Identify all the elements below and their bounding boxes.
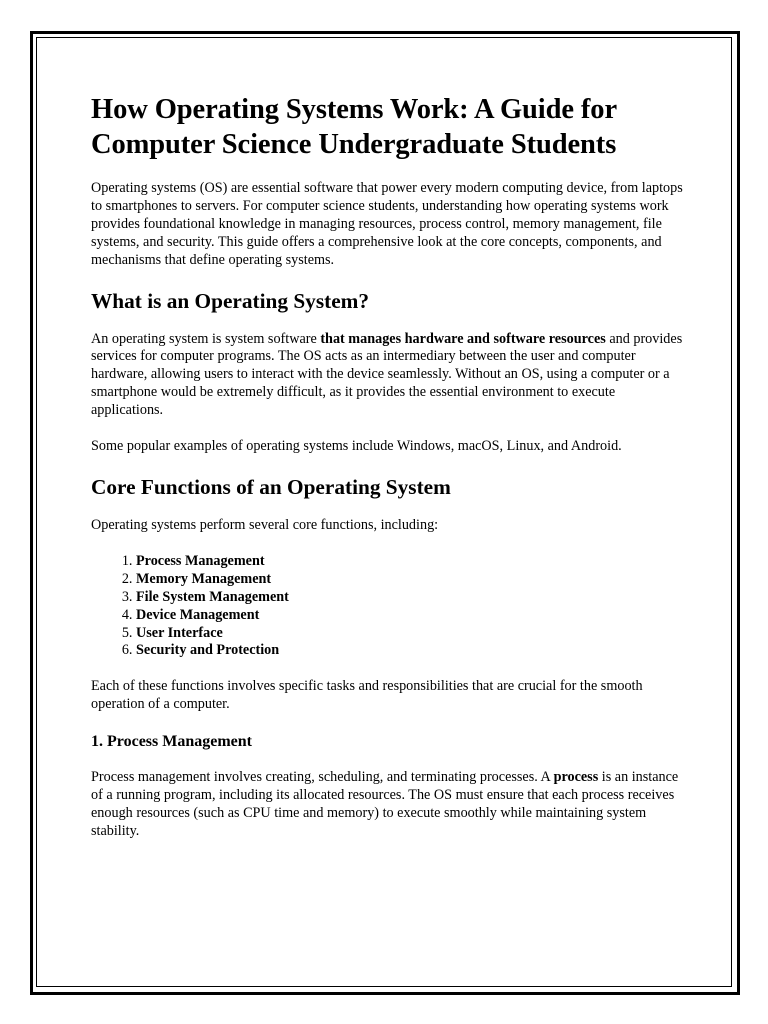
list-item: 5. User Interface xyxy=(136,625,683,643)
process-management-paragraph xyxy=(91,769,683,841)
document-title: How Operating Systems Work: A Guide for Computer Science Undergraduate Students xyxy=(91,94,617,160)
process-text-start: Process management involves creating, scheduling, and terminating processes. A xyxy=(91,769,554,786)
list-item: 2. Memory Management xyxy=(136,571,683,589)
what-is-os-paragraph xyxy=(91,331,683,421)
what-is-os-text-start: An operating system is system software xyxy=(91,330,321,347)
list-item: 6. Security and Protection xyxy=(136,642,683,660)
list-item: 3. File System Management xyxy=(136,589,683,607)
process-text-bold: process xyxy=(553,769,599,786)
heading-process-management: 1. Process Management xyxy=(91,733,252,751)
core-functions-outro: Each of these functions involves specific tasks and responsibilities that are crucial for the smooth operation of a computer. xyxy=(91,678,643,713)
core-functions-intro: Operating systems perform several core functions, including: xyxy=(91,516,439,533)
what-is-os-text-bold: that manages hardware and software resources xyxy=(320,330,606,347)
document-content xyxy=(91,92,683,859)
core-functions-list xyxy=(91,553,683,660)
heading-what-is-os: What is an Operating System? xyxy=(91,288,370,313)
os-examples-paragraph: Some popular examples of operating systems include Windows, macOS, Linux, and Android. xyxy=(91,438,622,455)
intro-paragraph: Operating systems (OS) are essential software that power every modern computing device, from laptops to smartphones to servers. For computer science students, understanding how operating systems work provides foundational knowledge in managing resources, process control, memory management, file systems, and security. This guide offers a comprehensive look at the core concepts, components, and mechanisms that define operating systems. xyxy=(91,180,683,268)
list-item: 4. Device Management xyxy=(136,607,683,625)
list-item: 1. Process Management xyxy=(136,553,683,571)
what-is-os-text-end: and provides services for computer programs. The OS acts as an intermediary between the user and computer hardware, allowing users to interact with the device seamlessly. Without an OS, using a computer or a smartphone would be extremely difficult, as it provides the essential environment to execute applications. xyxy=(91,330,683,419)
heading-core-functions: Core Functions of an Operating System xyxy=(91,474,451,499)
process-text-end: is an instance of a running program, including its allocated resources. The OS must ensure that each process receives enough resources (such as CPU time and memory) to execute smoothly while maintaining system stability. xyxy=(91,769,679,839)
